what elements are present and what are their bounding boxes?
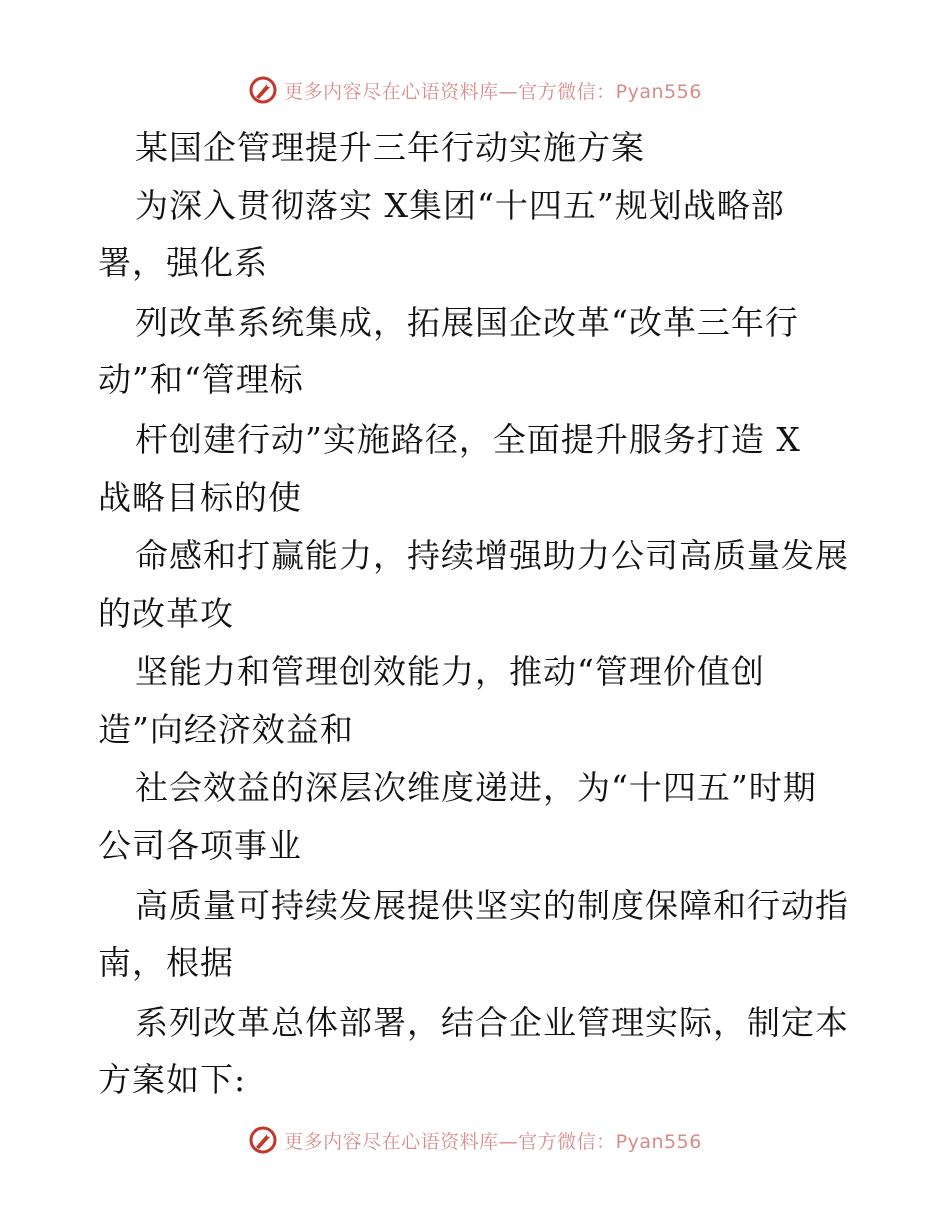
watermark-footer xyxy=(0,1120,950,1160)
pen-nib-logo-icon xyxy=(248,75,278,105)
watermark-header xyxy=(0,70,950,110)
paragraph-line: 为深入贯彻落实 X集团“十四五”规划战略部 xyxy=(135,186,785,225)
paragraph-line: 公司各项事业 xyxy=(98,826,302,865)
watermark-text: 更多内容尽在心语资料库—官方微信：Pyan556 xyxy=(284,80,702,103)
paragraph-line: 动”和“管理标 xyxy=(98,360,304,399)
paragraph-line: 方案如下: xyxy=(98,1060,247,1099)
paragraph-line: 南，根据 xyxy=(98,943,234,982)
paragraph-line: 系列改革总体部署，结合企业管理实际，制定本 xyxy=(135,1003,849,1042)
paragraph-line: 署，强化系 xyxy=(98,243,268,282)
watermark-text: 更多内容尽在心语资料库—官方微信：Pyan556 xyxy=(284,1130,702,1153)
paragraph-line: 高质量可持续发展提供坚实的制度保障和行动指 xyxy=(135,886,849,925)
pen-nib-logo-icon xyxy=(248,1125,278,1155)
paragraph-line: 列改革系统集成，拓展国企改革“改革三年行 xyxy=(135,303,799,342)
paragraph-line: 社会效益的深层次维度递进，为“十四五”时期 xyxy=(135,768,817,807)
paragraph-line: 战略目标的使 xyxy=(98,478,302,517)
document-title: 某国企管理提升三年行动实施方案 xyxy=(135,128,645,167)
paragraph-line: 造”向经济效益和 xyxy=(98,710,354,749)
paragraph-line: 的改革攻 xyxy=(98,594,234,633)
paragraph-line: 坚能力和管理创效能力，推动“管理价值创 xyxy=(135,652,765,691)
paragraph-line: 杆创建行动”实施路径，全面提升服务打造 X xyxy=(135,420,801,459)
paragraph-line: 命感和打赢能力，持续增强助力公司高质量发展 xyxy=(135,536,849,575)
